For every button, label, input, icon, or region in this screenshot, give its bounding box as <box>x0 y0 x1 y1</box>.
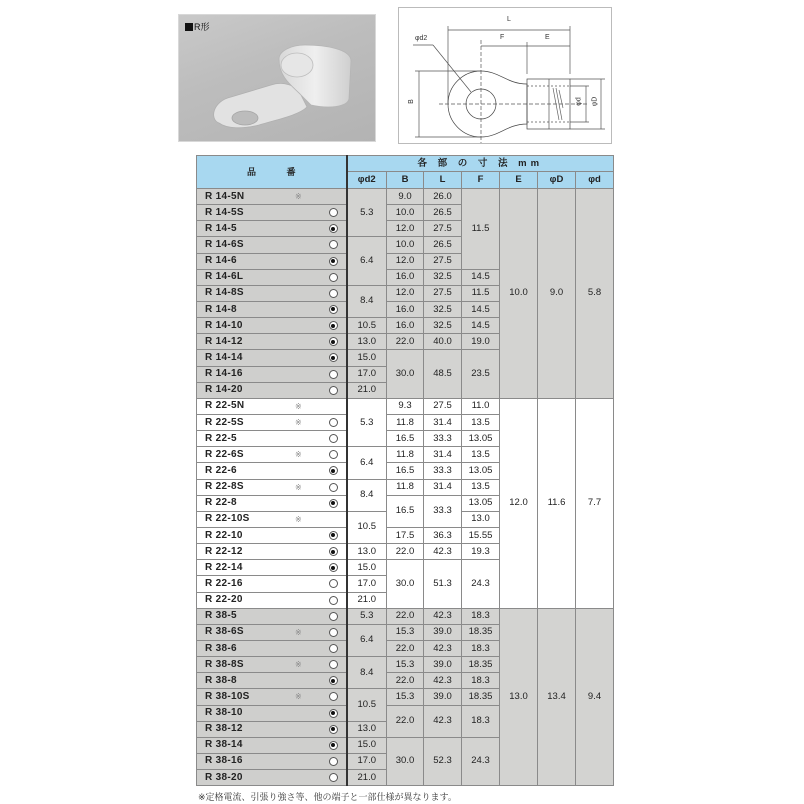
cell-B: 16.0 <box>387 301 424 317</box>
cell-d2: 5.3 <box>347 189 387 237</box>
cell-B: 22.0 <box>387 608 424 624</box>
cell-F: 11.5 <box>462 189 500 270</box>
header-dimensions: 各 部 の 寸 法 mm <box>347 156 614 172</box>
dim-label-d: φd <box>575 97 583 106</box>
cell-L: 48.5 <box>424 350 462 398</box>
open-circle-icon <box>329 692 338 701</box>
part-name-cell: R 38-6S ※ <box>197 624 347 640</box>
part-name-cell: R 38-10 <box>197 705 347 721</box>
cell-F: 18.35 <box>462 657 500 673</box>
cell-L: 40.0 <box>424 334 462 350</box>
table-row <box>197 189 614 205</box>
dim-label-d2: φd2 <box>415 35 428 42</box>
cell-L: 32.5 <box>424 318 462 334</box>
filled-circle-icon <box>329 321 338 330</box>
cell-d: 5.8 <box>576 189 614 399</box>
cell-L: 51.3 <box>424 560 462 608</box>
part-name-cell: R 14-16 <box>197 366 347 382</box>
filled-circle-icon <box>329 305 338 314</box>
open-circle-icon <box>329 757 338 766</box>
dim-label-B: B <box>407 99 415 104</box>
header-col-d: φd <box>576 172 614 189</box>
cell-B: 30.0 <box>387 560 424 608</box>
cell-L: 32.5 <box>424 301 462 317</box>
cell-B: 30.0 <box>387 737 424 785</box>
open-circle-icon <box>329 596 338 605</box>
cell-d2: 5.3 <box>347 608 387 624</box>
cell-F: 18.3 <box>462 608 500 624</box>
part-name-cell: R 38-8S ※ <box>197 657 347 673</box>
part-name-cell: R 22-16 <box>197 576 347 592</box>
part-name-cell: R 14-6S <box>197 237 347 253</box>
photo-label <box>185 20 210 33</box>
cell-d2: 5.3 <box>347 398 387 446</box>
filled-circle-icon <box>329 741 338 750</box>
cell-F: 14.5 <box>462 301 500 317</box>
cell-d2: 17.0 <box>347 366 387 382</box>
part-name-cell: R 22-10S ※ <box>197 511 347 527</box>
cell-B: 9.3 <box>387 398 424 414</box>
cell-L: 39.0 <box>424 689 462 705</box>
cell-L: 42.3 <box>424 544 462 560</box>
note-mark-icon: ※ <box>295 417 303 427</box>
part-name-cell: R 22-5N ※ <box>197 398 347 414</box>
open-circle-icon <box>329 644 338 653</box>
dim-label-L: L <box>507 16 511 23</box>
cell-L: 26.5 <box>424 205 462 221</box>
part-name-cell: R 38-12 <box>197 721 347 737</box>
cell-d2: 15.0 <box>347 737 387 753</box>
cell-B: 11.8 <box>387 414 424 430</box>
open-circle-icon <box>329 273 338 282</box>
cell-d: 7.7 <box>576 398 614 608</box>
filled-circle-icon <box>329 337 338 346</box>
filled-circle-icon <box>329 547 338 556</box>
cell-d2: 6.4 <box>347 447 387 479</box>
cell-F: 24.3 <box>462 560 500 608</box>
cell-B: 22.0 <box>387 673 424 689</box>
cell-L: 26.0 <box>424 189 462 205</box>
open-circle-icon <box>329 418 338 427</box>
dimension-diagram <box>398 7 612 144</box>
cell-d2: 15.0 <box>347 560 387 576</box>
filled-circle-icon <box>329 466 338 475</box>
cell-B: 10.0 <box>387 205 424 221</box>
cell-F: 13.05 <box>462 495 500 511</box>
cell-L: 32.5 <box>424 269 462 285</box>
note-mark-icon: ※ <box>295 660 303 670</box>
part-name-cell: R 22-6 <box>197 463 347 479</box>
cell-d2: 10.5 <box>347 318 387 334</box>
cell-L: 26.5 <box>424 237 462 253</box>
cell-L: 31.4 <box>424 447 462 463</box>
cell-B: 15.3 <box>387 624 424 640</box>
cell-L: 39.0 <box>424 624 462 640</box>
cell-d2: 21.0 <box>347 770 387 786</box>
cell-d2: 8.4 <box>347 479 387 511</box>
cell-L: 33.3 <box>424 463 462 479</box>
table-row <box>197 398 614 414</box>
cell-d2: 10.5 <box>347 689 387 721</box>
cell-F: 18.35 <box>462 689 500 705</box>
part-name-cell: R 22-14 <box>197 560 347 576</box>
open-circle-icon <box>329 386 338 395</box>
header-col-L: L <box>424 172 462 189</box>
open-circle-icon <box>329 208 338 217</box>
part-name-cell: R 14-5S <box>197 205 347 221</box>
part-name-cell: R 22-20 <box>197 592 347 608</box>
part-name-cell: R 14-8S <box>197 285 347 301</box>
photo-label-text: R形 <box>194 22 210 32</box>
filled-circle-icon <box>329 531 338 540</box>
ring-terminal-diagram-icon <box>399 8 613 145</box>
header-col-B: B <box>387 172 424 189</box>
part-name-cell: R 14-6 <box>197 253 347 269</box>
cell-B: 12.0 <box>387 221 424 237</box>
filled-circle-icon <box>329 224 338 233</box>
cell-B: 15.3 <box>387 689 424 705</box>
cell-D: 13.4 <box>538 608 576 786</box>
cell-B: 30.0 <box>387 350 424 398</box>
cell-F: 13.0 <box>462 511 500 527</box>
cell-F: 13.5 <box>462 479 500 495</box>
ring-terminal-photo-icon <box>179 15 377 143</box>
cell-L: 33.3 <box>424 431 462 447</box>
open-circle-icon <box>329 370 338 379</box>
cell-d2: 21.0 <box>347 382 387 398</box>
part-name-cell: R 38-16 <box>197 753 347 769</box>
part-name-cell: R 14-10 <box>197 318 347 334</box>
dim-label-D: φD <box>591 96 599 107</box>
open-circle-icon <box>329 483 338 492</box>
cell-B: 22.0 <box>387 544 424 560</box>
cell-B: 15.3 <box>387 657 424 673</box>
cell-B: 11.8 <box>387 479 424 495</box>
cell-L: 27.5 <box>424 253 462 269</box>
cell-d2: 17.0 <box>347 753 387 769</box>
cell-d2: 6.4 <box>347 624 387 656</box>
cell-F: 14.5 <box>462 318 500 334</box>
cell-F: 13.5 <box>462 414 500 430</box>
cell-F: 23.5 <box>462 350 500 398</box>
part-name-cell: R 38-14 <box>197 737 347 753</box>
cell-d2: 8.4 <box>347 285 387 317</box>
cell-F: 19.3 <box>462 544 500 560</box>
cell-B: 12.0 <box>387 253 424 269</box>
cell-F: 15.55 <box>462 527 500 543</box>
filled-circle-icon <box>329 676 338 685</box>
cell-B: 22.0 <box>387 334 424 350</box>
filled-circle-icon <box>329 725 338 734</box>
cell-F: 18.35 <box>462 624 500 640</box>
cell-F: 18.3 <box>462 705 500 737</box>
part-name-cell: R 14-14 <box>197 350 347 366</box>
part-name-cell: R 22-10 <box>197 527 347 543</box>
cell-D: 11.6 <box>538 398 576 608</box>
filled-circle-icon <box>329 709 338 718</box>
part-name-cell: R 22-8 <box>197 495 347 511</box>
cell-L: 42.3 <box>424 705 462 737</box>
header-part-number: 品 番 <box>197 156 347 189</box>
dim-label-F: F <box>500 34 505 41</box>
square-marker-icon <box>185 23 193 31</box>
part-name-cell: R 38-20 <box>197 770 347 786</box>
cell-B: 22.0 <box>387 705 424 737</box>
cell-B: 16.0 <box>387 269 424 285</box>
part-name-cell: R 22-5 <box>197 431 347 447</box>
header-col-F: F <box>462 172 500 189</box>
open-circle-icon <box>329 289 338 298</box>
cell-d2: 6.4 <box>347 237 387 285</box>
note-mark-icon: ※ <box>295 627 303 637</box>
part-name-cell: R 38-6 <box>197 640 347 656</box>
cell-E: 13.0 <box>500 608 538 786</box>
cell-d2: 13.0 <box>347 721 387 737</box>
cell-d2: 15.0 <box>347 350 387 366</box>
cell-d2: 13.0 <box>347 334 387 350</box>
filled-circle-icon <box>329 563 338 572</box>
cell-d2: 21.0 <box>347 592 387 608</box>
part-name-cell: R 38-5 <box>197 608 347 624</box>
note-mark-icon: ※ <box>295 514 303 524</box>
cell-L: 52.3 <box>424 737 462 785</box>
cell-L: 39.0 <box>424 657 462 673</box>
open-circle-icon <box>329 579 338 588</box>
cell-F: 13.05 <box>462 431 500 447</box>
part-name-cell: R 14-20 <box>197 382 347 398</box>
dim-label-E: E <box>545 34 550 41</box>
header-col-D: φD <box>538 172 576 189</box>
table-row <box>197 608 614 624</box>
cell-L: 27.5 <box>424 285 462 301</box>
cell-d2: 13.0 <box>347 544 387 560</box>
cell-L: 42.3 <box>424 673 462 689</box>
part-name-cell: R 38-10S ※ <box>197 689 347 705</box>
header-col-E: E <box>500 172 538 189</box>
cell-L: 36.3 <box>424 527 462 543</box>
cell-B: 11.8 <box>387 447 424 463</box>
part-name-cell: R 14-8 <box>197 301 347 317</box>
cell-B: 22.0 <box>387 640 424 656</box>
part-name-cell: R 14-6L <box>197 269 347 285</box>
cell-d2: 17.0 <box>347 576 387 592</box>
cell-B: 16.5 <box>387 495 424 527</box>
cell-L: 31.4 <box>424 414 462 430</box>
cell-B: 17.5 <box>387 527 424 543</box>
open-circle-icon <box>329 240 338 249</box>
open-circle-icon <box>329 773 338 782</box>
filled-circle-icon <box>329 257 338 266</box>
cell-L: 33.3 <box>424 495 462 527</box>
note-mark-icon: ※ <box>295 692 303 702</box>
part-name-cell: R 14-5N ※ <box>197 189 347 205</box>
cell-B: 16.5 <box>387 431 424 447</box>
cell-F: 13.05 <box>462 463 500 479</box>
cell-F: 14.5 <box>462 269 500 285</box>
open-circle-icon <box>329 612 338 621</box>
filled-circle-icon <box>329 499 338 508</box>
cell-d2: 8.4 <box>347 657 387 689</box>
cell-E: 12.0 <box>500 398 538 608</box>
part-name-cell: R 38-8 <box>197 673 347 689</box>
part-name-cell: R 14-5 <box>197 221 347 237</box>
cell-B: 9.0 <box>387 189 424 205</box>
open-circle-icon <box>329 434 338 443</box>
cell-B: 10.0 <box>387 237 424 253</box>
cell-B: 16.5 <box>387 463 424 479</box>
open-circle-icon <box>329 628 338 637</box>
note-mark-icon: ※ <box>295 450 303 460</box>
cell-F: 11.5 <box>462 285 500 301</box>
cell-L: 27.5 <box>424 398 462 414</box>
note-mark-icon: ※ <box>295 482 303 492</box>
footnote: ※定格電流、引張り強さ等、他の端子と一部仕様が異なります。 <box>198 792 457 802</box>
cell-F: 13.5 <box>462 447 500 463</box>
cell-L: 42.3 <box>424 640 462 656</box>
part-name-cell: R 22-5S ※ <box>197 414 347 430</box>
part-name-cell: R 22-6S ※ <box>197 447 347 463</box>
cell-F: 18.3 <box>462 673 500 689</box>
cell-D: 9.0 <box>538 189 576 399</box>
cell-B: 16.0 <box>387 318 424 334</box>
part-name-cell: R 22-8S ※ <box>197 479 347 495</box>
cell-F: 24.3 <box>462 737 500 785</box>
note-mark-icon: ※ <box>295 401 303 411</box>
cell-B: 12.0 <box>387 285 424 301</box>
cell-L: 31.4 <box>424 479 462 495</box>
cell-E: 10.0 <box>500 189 538 399</box>
open-circle-icon <box>329 450 338 459</box>
cell-F: 18.3 <box>462 640 500 656</box>
note-mark-icon: ※ <box>295 192 303 201</box>
spec-table <box>196 155 614 786</box>
cell-d: 9.4 <box>576 608 614 786</box>
cell-F: 11.0 <box>462 398 500 414</box>
header-col-d2: φd2 <box>347 172 387 189</box>
part-name-cell: R 14-12 <box>197 334 347 350</box>
part-name-cell: R 22-12 <box>197 544 347 560</box>
cell-L: 27.5 <box>424 221 462 237</box>
open-circle-icon <box>329 660 338 669</box>
cell-L: 42.3 <box>424 608 462 624</box>
product-photo <box>178 14 376 142</box>
cell-d2: 10.5 <box>347 511 387 543</box>
cell-F: 19.0 <box>462 334 500 350</box>
filled-circle-icon <box>329 353 338 362</box>
